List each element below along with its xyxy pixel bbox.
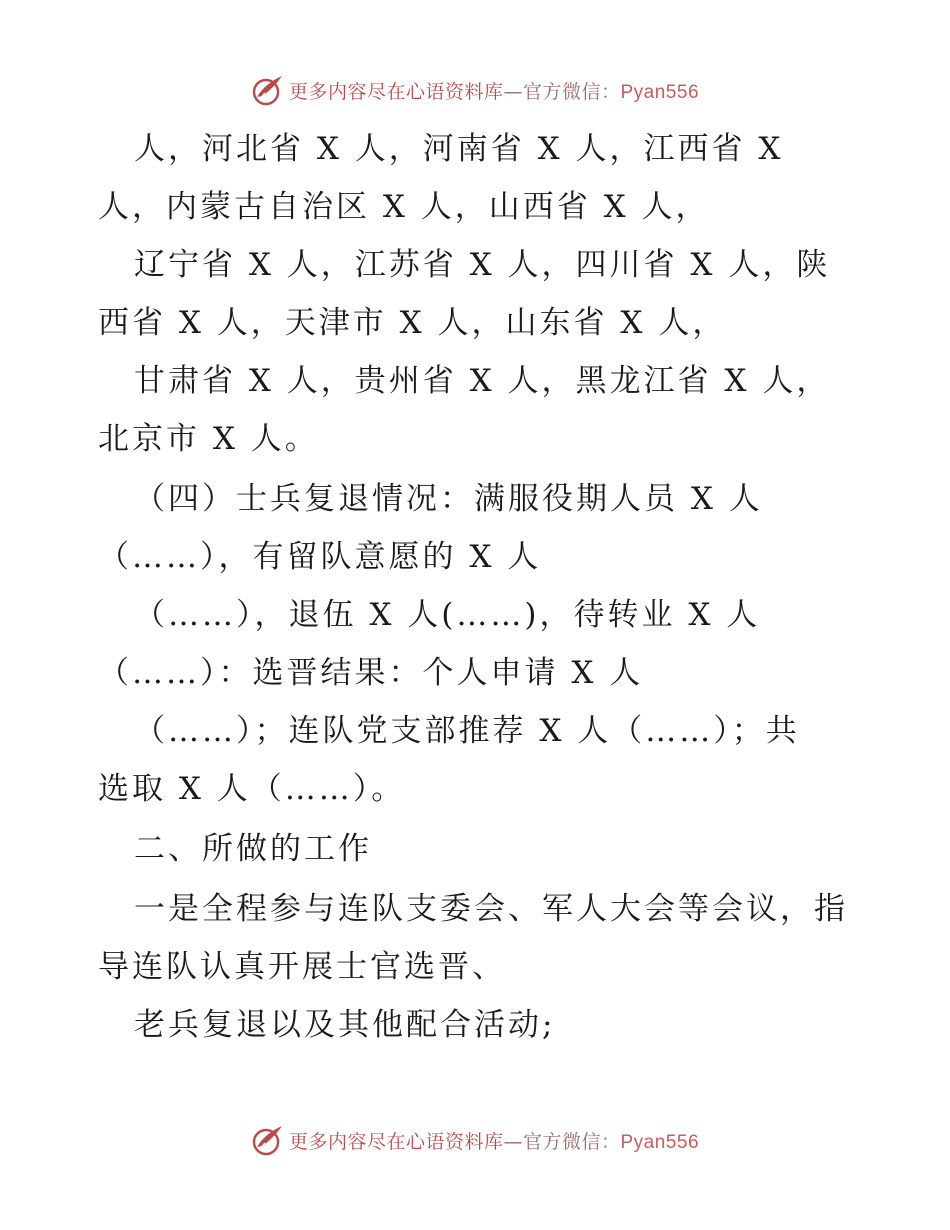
text-line: （……）；连队党支部推荐 X 人（……）；共 <box>134 713 800 749</box>
section-heading: 二、所做的工作 <box>134 831 372 867</box>
watermark-wechat-id: Pyan556 <box>620 1131 700 1153</box>
text-line: 一是全程参与连队支委会、军人大会等会议，指 <box>134 891 848 927</box>
text-line: 西省 X 人，天津市 X 人，山东省 X 人， <box>98 305 727 341</box>
quill-logo-icon <box>251 1123 285 1157</box>
footer-watermark <box>0 1120 950 1160</box>
text-line: （……），退伍 X 人(……)，待转业 X 人 <box>134 597 761 633</box>
watermark-wechat-id: Pyan556 <box>620 81 700 103</box>
text-line: （……），有留队意愿的 X 人 <box>98 539 542 575</box>
text-line: （……）：选晋结果：个人申请 X 人 <box>98 655 644 691</box>
text-line: 甘肃省 X 人，贵州省 X 人，黑龙江省 X 人， <box>134 363 831 399</box>
header-watermark <box>0 70 950 110</box>
text-line: 辽宁省 X 人，江苏省 X 人，四川省 X 人，陕 <box>134 247 831 283</box>
text-line: 老兵复退以及其他配合活动; <box>134 1007 556 1043</box>
text-line: 人，河北省 X 人，河南省 X 人，江西省 X <box>134 131 784 167</box>
watermark-separator: —官方微信： <box>503 1130 621 1153</box>
watermark-main: 更多内容尽在心语资料库 <box>288 80 504 103</box>
quill-logo-icon <box>251 73 285 107</box>
watermark-separator: —官方微信： <box>503 80 621 103</box>
text-line: 北京市 X 人。 <box>98 421 319 457</box>
text-line: 导连队认真开展士官选晋、 <box>98 949 506 985</box>
section-heading: （四）士兵复退情况：满服役期人员 X 人 <box>134 481 763 517</box>
watermark-text <box>289 77 699 104</box>
text-line: 人，内蒙古自治区 X 人，山西省 X 人， <box>98 189 710 225</box>
text-line: 选取 X 人（……）。 <box>98 771 406 807</box>
watermark-main: 更多内容尽在心语资料库 <box>288 1130 504 1153</box>
watermark-text <box>289 1127 699 1154</box>
